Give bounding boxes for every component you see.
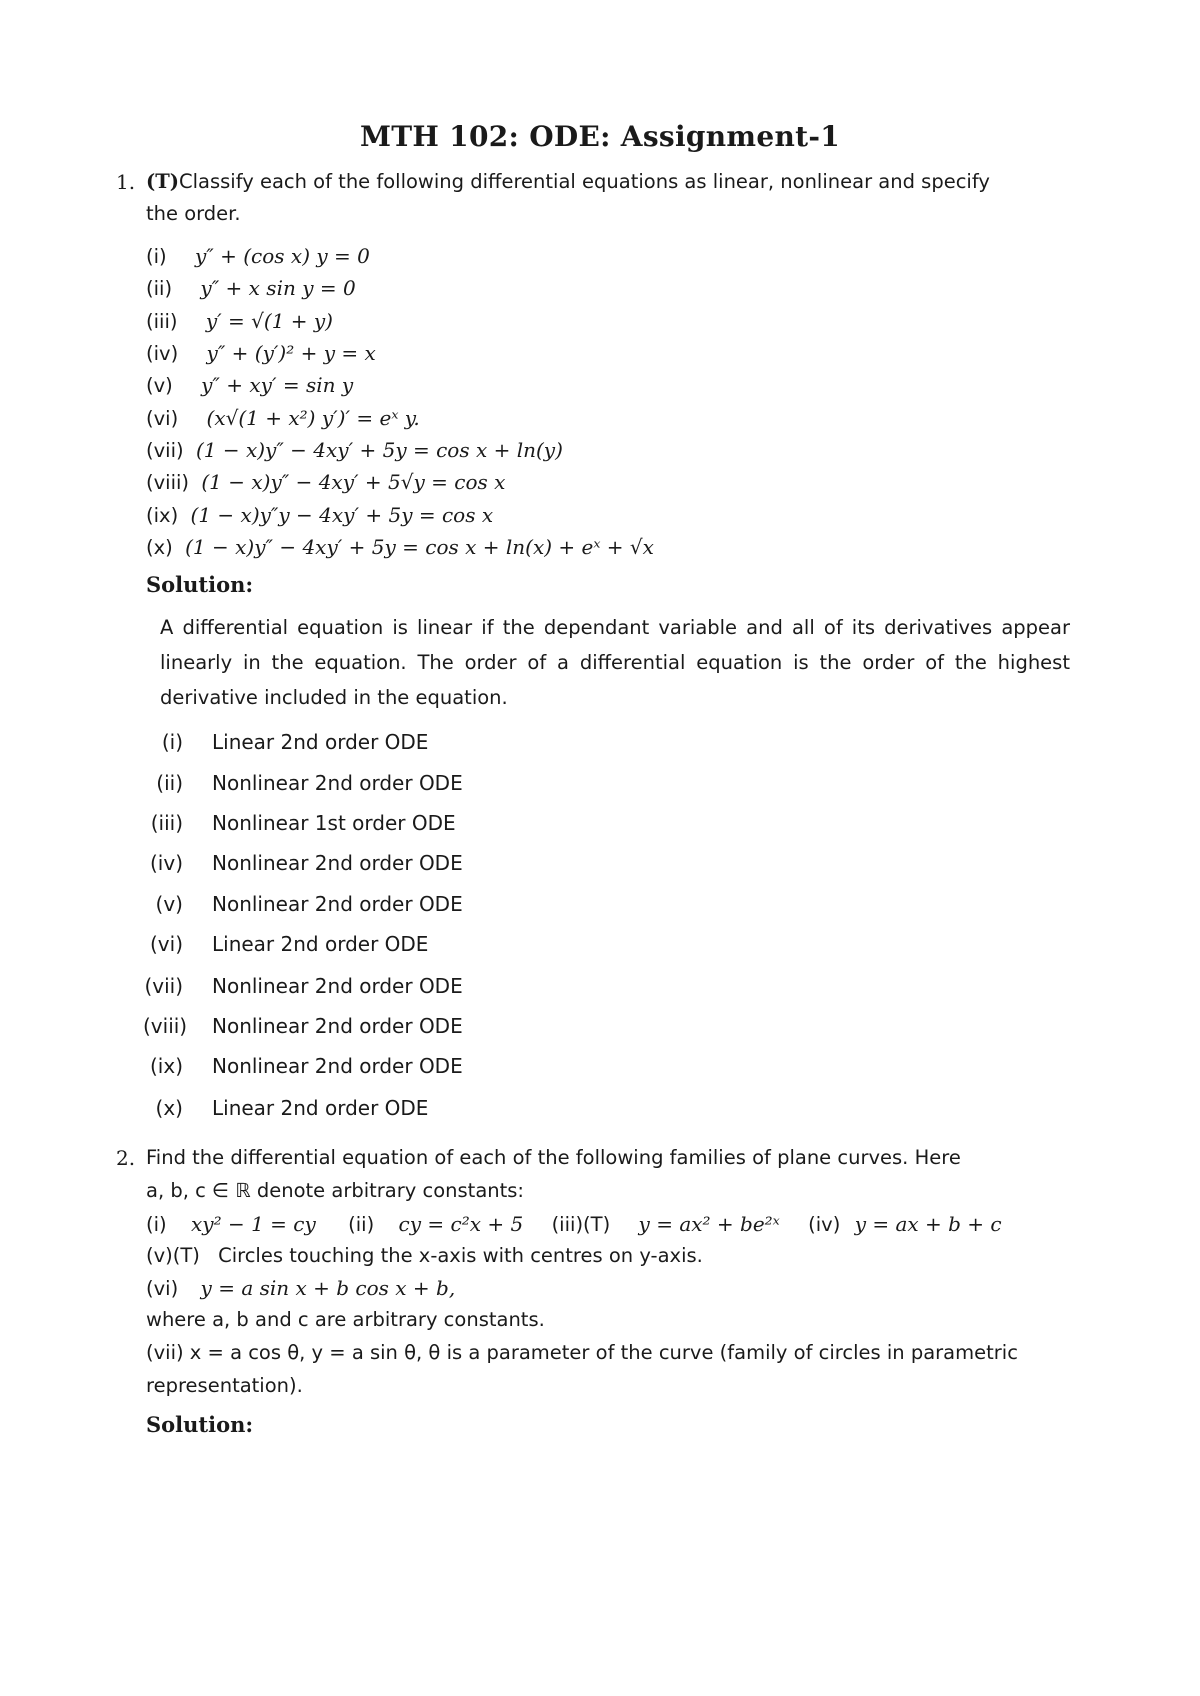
answer-text: Nonlinear 2nd order ODE (212, 1054, 463, 1078)
equation-text: y″ + x sin y = 0 (200, 276, 356, 300)
question-2-line2: a, b, c ∈ ℝ denote arbitrary constants: (146, 1179, 525, 1202)
question-2-number: 2. (116, 1146, 136, 1170)
answer-label: (iv) (150, 851, 183, 875)
q2-item-iii-label: (iii)(T) (551, 1213, 611, 1236)
equation-label: (x) (146, 536, 173, 559)
equation-text: y″ + (cos x) y = 0 (195, 244, 370, 268)
page-title: MTH 102: ODE: Assignment-1 (359, 120, 841, 153)
q2-item-iv-eq: y = ax + b + c (854, 1212, 1002, 1236)
question-1-tag: (T) (146, 170, 179, 193)
equation-text: y′ = √(1 + y) (205, 309, 333, 333)
equation-item (146, 242, 370, 271)
answer-text: Nonlinear 2nd order ODE (212, 851, 463, 875)
q2-item-ii-label: (ii) (348, 1213, 375, 1236)
q2-item-i-eq: xy² − 1 = cy (191, 1212, 316, 1236)
answer-text: Nonlinear 2nd order ODE (212, 892, 463, 916)
answer-label: (iii) (150, 811, 183, 835)
equation-item (146, 274, 356, 303)
equation-label: (vi) (146, 407, 179, 430)
equation-item (146, 501, 493, 530)
question-1-solution-text: A differential equation is linear if the dependant variable and all of its derivatives appear linearly in the equation. The order of a differential equation is the order of the highest derivative included in the equation. (160, 616, 1070, 709)
answer-text: Nonlinear 1st order ODE (212, 811, 456, 835)
answer-label: (viii) (143, 1014, 188, 1038)
equation-item (146, 436, 563, 465)
equation-item (146, 468, 505, 497)
answer-label: (ix) (150, 1054, 183, 1078)
equation-label: (vii) (146, 439, 184, 462)
question-2-item-vii-line1: (vii) x = a cos θ, y = a sin θ, θ is a parameter of the curve (family of circles in parametric (146, 1341, 1018, 1364)
answer-text: Nonlinear 2nd order ODE (212, 1014, 463, 1038)
equation-label: (ii) (146, 277, 173, 300)
equation-text: (x√(1 + x²) y′)′ = eˣ y. (206, 406, 420, 430)
equation-label: (ix) (146, 504, 179, 527)
question-1-line1: Classify each of the following differential equations as linear, nonlinear and specify (178, 170, 990, 193)
question-2-line1: Find the differential equation of each of the following families of plane curves. Here (146, 1146, 961, 1169)
answer-label: (x) (155, 1096, 183, 1120)
equation-item (146, 307, 333, 336)
question-2-solution-heading: Solution: (146, 1412, 254, 1437)
question-1-line2: the order. (146, 202, 241, 225)
answer-label: (vii) (144, 974, 183, 998)
answer-text: Nonlinear 2nd order ODE (212, 974, 463, 998)
equation-label: (v) (146, 374, 173, 397)
equation-label: (iii) (146, 310, 178, 333)
equation-item (146, 533, 654, 562)
question-1-solution-heading: Solution: (146, 572, 254, 597)
question-2-item-v (146, 1242, 703, 1270)
equation-text: (1 − x)y″ − 4xy′ + 5√y = cos x (201, 470, 506, 494)
answer-label: (vi) (150, 932, 183, 956)
q2-item-i-label: (i) (146, 1213, 167, 1236)
question-2-item-vii-line2: representation). (146, 1374, 303, 1397)
equation-label: (i) (146, 245, 167, 268)
equation-text: y″ + xy′ = sin y (201, 373, 354, 397)
equation-item (146, 371, 353, 400)
question-2-vi-note: where a, b and c are arbitrary constants. (146, 1308, 545, 1331)
question-1-prompt (146, 168, 990, 196)
equation-label: (iv) (146, 342, 179, 365)
answer-text: Linear 2nd order ODE (212, 1096, 429, 1120)
question-2-item-vi (146, 1274, 455, 1303)
answer-label: (v) (155, 892, 183, 916)
equation-text: y″ + (y′)² + y = x (206, 341, 376, 365)
answer-text: Linear 2nd order ODE (212, 730, 429, 754)
question-2-row1 (146, 1210, 1002, 1239)
equation-text: (1 − x)y″y − 4xy′ + 5y = cos x (190, 503, 494, 527)
q2-item-v-text: Circles touching the x-axis with centres on y-axis. (218, 1244, 703, 1267)
answer-text: Linear 2nd order ODE (212, 932, 429, 956)
q2-item-v-label: (v)(T) (146, 1244, 200, 1267)
q2-item-iv-label: (iv) (808, 1213, 841, 1236)
equation-text: (1 − x)y″ − 4xy′ + 5y = cos x + ln(x) + eˣ + √x (185, 535, 654, 559)
answer-label: (ii) (156, 771, 183, 795)
q2-item-vi-eq: y = a sin x + b cos x + b, (200, 1276, 456, 1300)
equation-label: (viii) (146, 471, 190, 494)
question-1-number: 1. (116, 170, 136, 194)
q2-item-iii-eq: y = ax² + be²ˣ (638, 1212, 780, 1236)
equation-item (146, 339, 376, 368)
answer-text: Nonlinear 2nd order ODE (212, 771, 463, 795)
equation-item (146, 404, 420, 433)
q2-item-ii-eq: cy = c²x + 5 (398, 1212, 524, 1236)
equation-text: (1 − x)y″ − 4xy′ + 5y = cos x + ln(y) (195, 438, 563, 462)
q2-item-vi-label: (vi) (146, 1277, 179, 1300)
answer-label: (i) (161, 730, 183, 754)
